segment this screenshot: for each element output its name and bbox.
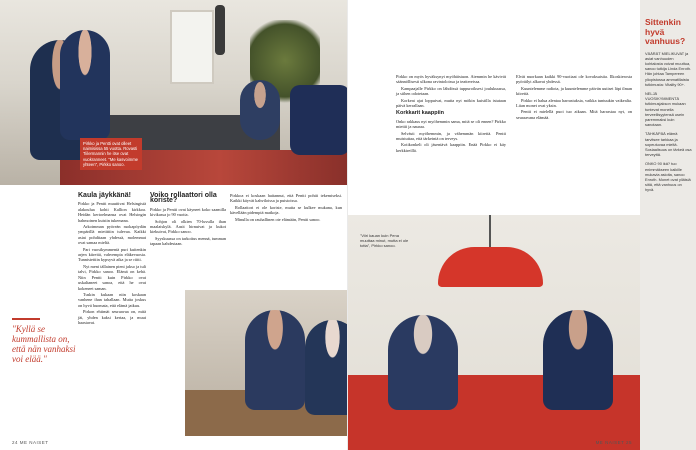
person-figure — [388, 315, 458, 410]
paragraph: Pirkko ei halua alentaa harrastuksia, vaikka tuntuukin vaikealta. Liian monet ovat yksin. — [516, 97, 632, 109]
paragraph: Pirkkoa ei koskaan haitannut, että Pentti pohtii tekemiseksi. Kaikki käyvät kahviloissa ja puistoissa. — [230, 193, 342, 204]
paragraph: Pirkko on myös hyväksynyt myöhäistuon. Aiemmin he kävivät säännöllisesti ulkona ravintoloissa ja teattereissa. — [396, 74, 506, 85]
person-figure — [305, 320, 348, 415]
page-folio: ME NAISET 25 — [595, 440, 632, 445]
paragraph: Nyt meni tällainen pieni jakso ja tuli talvi, Pirkko sanoo. Elämä on kehä. Niin Pentti kuin Pirkko ovat uskaltaneet sanoa, että he ovat kokeneet saman. — [78, 263, 146, 291]
living-room-photo — [0, 0, 348, 185]
article-column — [516, 74, 632, 121]
article-column — [396, 74, 506, 154]
paragraph: Sohjon oli olkien 70-luvulla ihan maalaiskylä. Aasit hirnuivat ja kukot kiekuivat, Pirkko sanoo. — [150, 218, 226, 235]
pull-quote-text: "Kyllä se kummallista on, että nän vanhaksi voi elää." — [12, 324, 76, 364]
lamp-cord-shape — [489, 215, 491, 247]
sidebar-text — [640, 51, 696, 193]
sidebar-paragraph: NELJÄ VUOSIKYMMENTÄ tutkimusjakson mukaan tuntevat monella terveellisyytensä usein paremmaksi kuin sanotaan. — [645, 90, 686, 128]
person-figure — [60, 30, 110, 140]
dining-photo — [348, 215, 640, 450]
article-column — [78, 193, 146, 326]
paragraph: Pari vuosikymmentä puri kuitenkin arjen kiireitä, vahvempia eläkevuosia. Tunnistettiin kypsyvä aika ja se riitti. — [78, 246, 146, 263]
pull-quote — [12, 318, 78, 364]
paragraph: Selvästi myöhemmin, ja vähemmän kiirettä. Pentti muistuttaa, että tärkeintä on terveys. — [396, 130, 506, 142]
page-folio: 24 ME NAISET — [12, 440, 49, 445]
red-lamp-shape — [438, 247, 543, 287]
paragraph: Pirkko ja Pentti ovat käyneet koko saamilla kivikassa jo 90 vuotta. — [150, 206, 226, 218]
paragraph: Pentti ei mielellä puoi tuo aikaan. Mitä harrastaa nyt, on seuraavana elämää. — [516, 109, 632, 120]
paragraph: Pirkko ja Pentti muuttivat Helsingistä alakoulua kohti Kallion kirkkoa. Heidän kertoelmansa ovat Helsingin hahmoinen kuistin tukemana. — [78, 201, 146, 223]
sidebar-title: Sittenkin hyvä vanhuus? — [645, 17, 686, 46]
paragraph: Korkeat ajat loppuivat, mutta nyt mökin kuistilla istutaan päivä kerrallaan. — [396, 97, 506, 109]
section-heading: Kaula jäykkänä! — [78, 192, 131, 199]
paragraph: Pirkon ehtimät seuraavaa on, mitä jäi, yhden kaksi kertaa, ja muut haastavat. — [78, 309, 146, 325]
person-figure — [240, 80, 280, 140]
sidebar-paragraph: TÄHKÄPÄÄ elämä tarvitsee tarkkaa ja sopeutuvaa mieltä. Sosiaalisuus on tärkeä osa terveyttä. — [645, 131, 692, 158]
person-figure — [543, 310, 613, 410]
sidebar-paragraph: ONKO 90 ikä? tuo enimmäkseen kaikille mukavia asioita, sanoo Enroth. Monet ovat ylläisiä siitä, että vanhuus on hyvä. — [645, 161, 691, 193]
paragraph: Onko rakkaus nyt myöhemmin sama, mitä se oli ennen? Pirkko miettii ja nauraa. — [396, 118, 506, 130]
section-heading: Voiko rollaattori olla koriste? — [150, 192, 217, 205]
sidebar-box — [640, 0, 696, 450]
paragraph: Elvät nuorkaan kaikki 90-vuotiaat ole kovaksuistia. Ilkoskierosta pyöräilyt alkavat yhdessä. — [516, 74, 632, 85]
kitchen-photo — [185, 290, 348, 436]
window-shape — [170, 10, 214, 84]
right-page — [348, 0, 696, 450]
subheading: Korkkarit kaappiin — [396, 110, 444, 117]
paragraph: Kotikonkeli oli jäsentävä kaappiin. Enää Pirkko ei käy kerkkireillä. — [396, 142, 506, 153]
person-figure — [245, 310, 305, 410]
paragraph: Arkoimman pyöreän ruokapöydän ympärillä mietittiin tulevaa. Kaikki asiat pohditaan yhdessä, molemmat ovat samaa mieltä. — [78, 224, 146, 246]
floor-lamp-shape — [215, 5, 225, 55]
paragraph: Kuuntelemme radiota, ja kuuntelemme päivän uutiset läpi ilman kiirettä. — [516, 85, 632, 97]
paragraph: Kampaajalle Pirkko on lähdössä tuppuroiksesi joulukuussa, ja siihen odotetaan. — [396, 85, 506, 97]
paragraph: Minulla on rauhallinen ote elämään, Pentti sanoo. — [235, 216, 321, 222]
armchair-shape — [290, 85, 348, 155]
photo-caption: "Viiri kauan kuin Pena muuttaa minut, mutta ei ole totta", Pirkko sanoo. — [360, 233, 409, 248]
paragraph: Syyskuussa on tarkoitus mennä, tumman tapaan kahdestaan. — [150, 235, 226, 247]
sidebar-paragraph: VÄÄRÄT MIELIKUVAT ja asiat vanhuuden kohtalosta voivat muuttua, sanoo tutkija Linda Enroth. Hän johtaa Tampereen yliopistossa ammatillaista tutkimusta: Vitality 90+. — [645, 50, 692, 87]
photo-caption: Pirkko ja Pentti ovat olleet naimisissa 55 vuotta. Rovasti Tiilermannin he itse ovat vuokranneet. "Me kasvoimme yhteen", Pirkko sanoo. — [80, 138, 142, 170]
article-column — [230, 193, 342, 223]
paragraph: Tuskin kukaan niin koskaan vanhene ihan tahallaan. Mutta joskus on hyvä huomata, että elämä jatkuu. — [78, 291, 146, 308]
quote-rule — [12, 318, 40, 320]
paragraph: Rollaattori ei ole koriste, mutta se kulkee mukana, kun kävellään pidempiä matkoja. — [230, 204, 342, 216]
article-column — [150, 193, 226, 248]
